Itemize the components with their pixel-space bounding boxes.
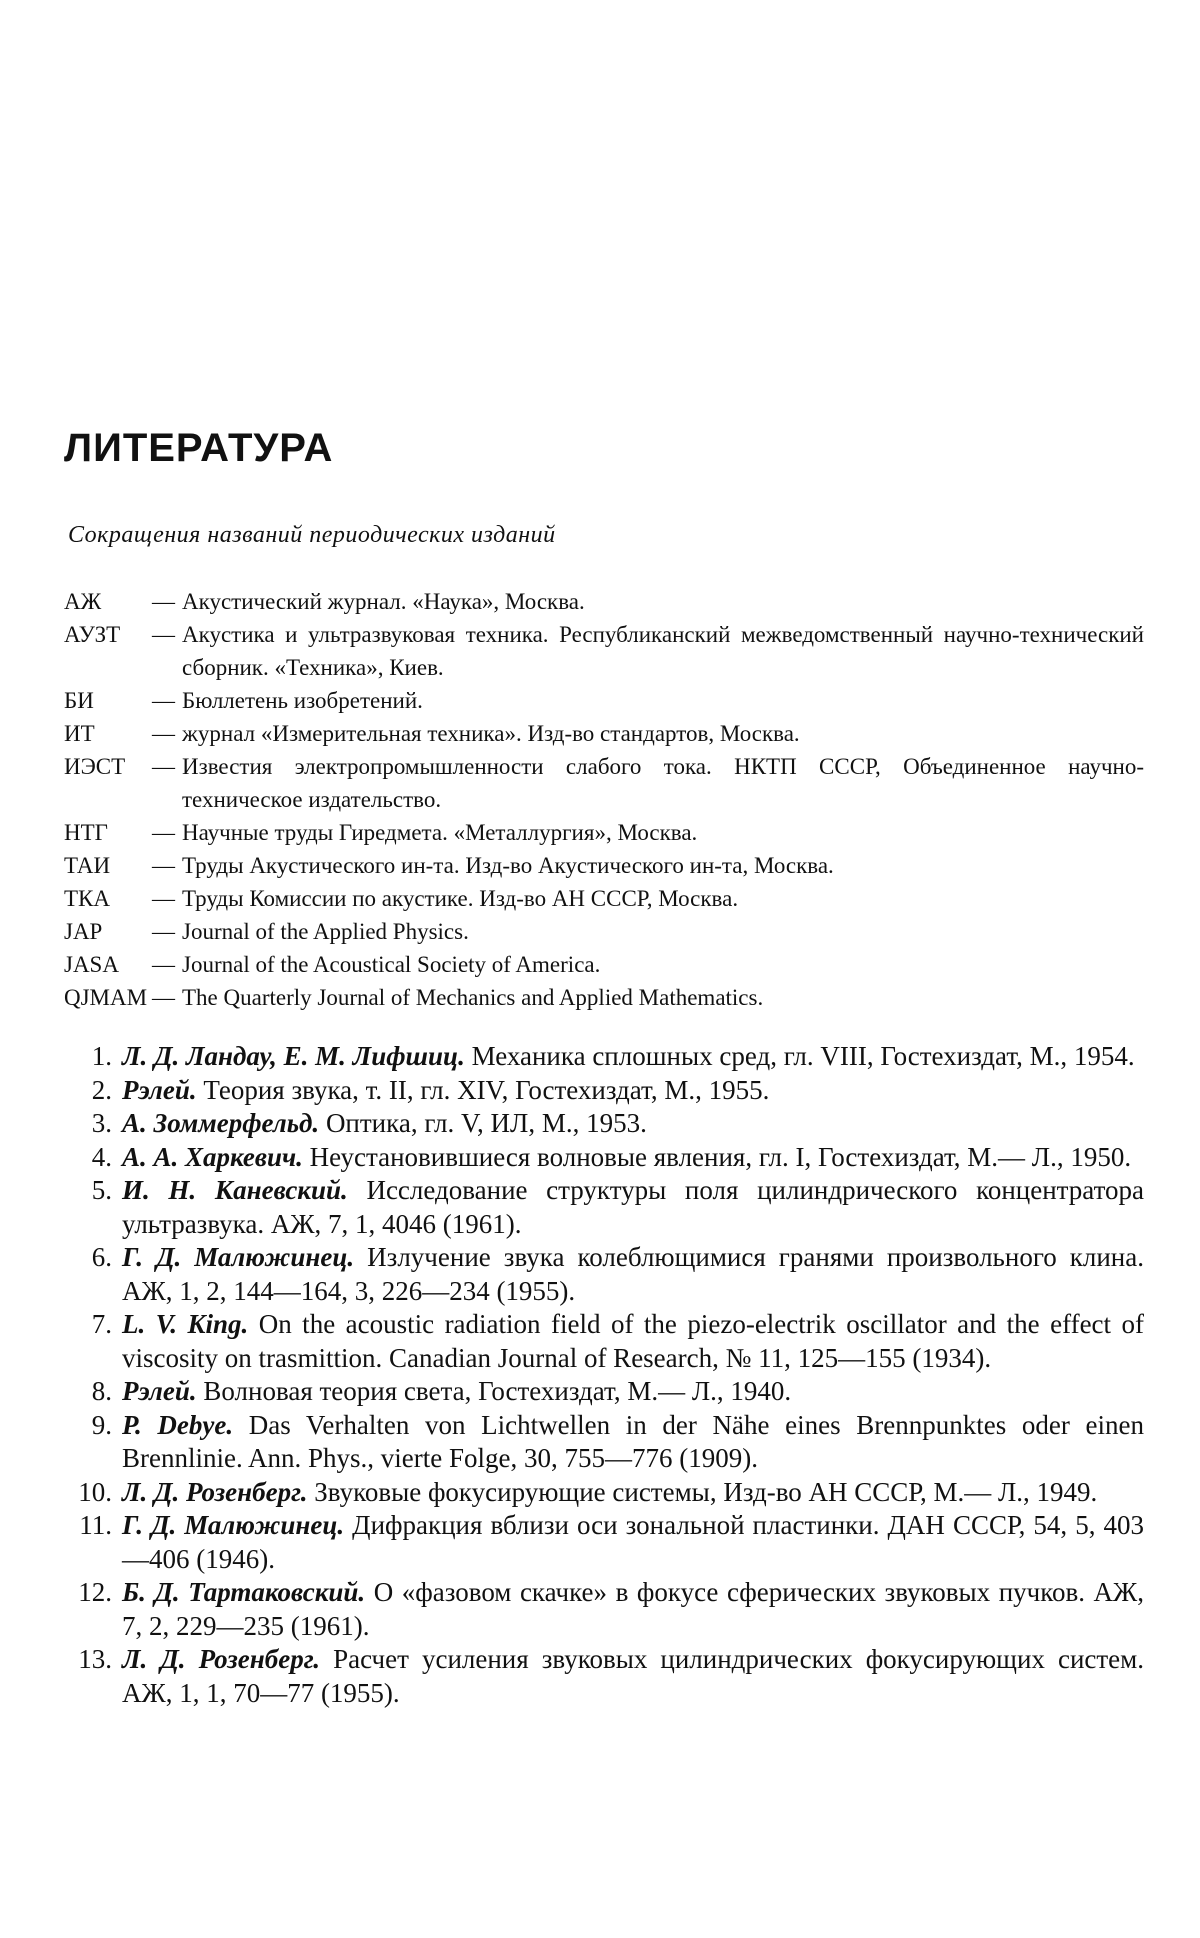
abbreviation-dash: — bbox=[152, 985, 175, 1010]
reference-item bbox=[64, 1476, 1144, 1510]
reference-text: Механика сплошных сред, гл. VIII, Гостехиздат, М., 1954. bbox=[464, 1041, 1135, 1071]
abbreviation-text: Акустический журнал. «Наука», Москва. bbox=[182, 589, 585, 614]
abbreviations-list bbox=[64, 585, 1144, 1014]
reference-text: Теория звука, т. II, гл. XIV, Гостехиздат, М., 1955. bbox=[196, 1074, 770, 1105]
abbreviation-text: Научные труды Гиредмета. «Металлургия», Москва. bbox=[182, 820, 698, 845]
reference-body bbox=[122, 1074, 1144, 1108]
reference-text: Звуковые фокусирующие системы, Изд-во АН СССР, М.— Л., 1949. bbox=[307, 1476, 1098, 1507]
reference-item bbox=[64, 1308, 1144, 1375]
abbreviation-key: БИ bbox=[64, 688, 94, 713]
reference-text: Исследование структуры поля цилиндрического концентратора ультразвука. АЖ, 7, 1, 4046 (1961). bbox=[122, 1175, 1144, 1239]
reference-number: 6. bbox=[91, 1242, 112, 1272]
reference-number: 12. bbox=[78, 1577, 112, 1607]
reference-author: Г. Д. Малюжинец. bbox=[122, 1242, 355, 1272]
reference-body bbox=[122, 1107, 1144, 1141]
reference-body bbox=[122, 1409, 1144, 1476]
reference-author: Рэлей. bbox=[122, 1074, 197, 1105]
reference-text: Излучение звука колеблющимися гранями произвольного клина. АЖ, 1, 2, 144—164, 3, 226—234 (1955). bbox=[122, 1242, 1144, 1306]
reference-body bbox=[122, 1308, 1144, 1375]
reference-text: Волновая теория света, Гостехиздат, М.— Л., 1940. bbox=[196, 1376, 792, 1406]
reference-body bbox=[122, 1241, 1144, 1308]
reference-item bbox=[64, 1141, 1144, 1175]
abbreviation-key: ТАИ bbox=[64, 853, 111, 878]
reference-author: L. V. King. bbox=[122, 1309, 249, 1339]
abbreviation-dash: — bbox=[152, 754, 175, 779]
abbreviation-key: ИЭСТ bbox=[64, 754, 126, 779]
abbreviation-key: JASA bbox=[64, 952, 119, 977]
abbreviation-text: Известия электропромышленности слабого тока. НКТП СССР, Объединенное научно-техническое издательство. bbox=[182, 754, 1144, 812]
reference-author: А. Зоммерфельд. bbox=[122, 1108, 320, 1138]
reference-number: 1. bbox=[91, 1041, 112, 1071]
reference-number: 7. bbox=[91, 1309, 112, 1339]
reference-item bbox=[64, 1509, 1144, 1576]
reference-number: 4. bbox=[91, 1141, 112, 1172]
abbreviation-text: Труды Акустического ин-та. Изд-во Акустического ин-та, Москва. bbox=[182, 853, 834, 878]
abbreviation-row bbox=[64, 618, 1144, 684]
abbreviation-dash: — bbox=[152, 952, 175, 977]
reference-author: Л. Д. Розенберг. bbox=[122, 1644, 321, 1674]
reference-body bbox=[122, 1375, 1144, 1409]
reference-body bbox=[122, 1576, 1144, 1643]
abbreviation-key: ИТ bbox=[64, 721, 95, 746]
reference-author: Рэлей. bbox=[122, 1376, 197, 1406]
reference-author: P. Debye. bbox=[122, 1409, 234, 1440]
references-list bbox=[64, 1040, 1144, 1710]
reference-item bbox=[64, 1375, 1144, 1409]
abbreviation-row bbox=[64, 816, 1144, 849]
abbreviation-key: НТГ bbox=[64, 820, 108, 845]
reference-item bbox=[64, 1174, 1144, 1241]
abbreviation-text: Труды Комиссии по акустике. Изд-во АН СССР, Москва. bbox=[182, 886, 739, 911]
reference-item bbox=[64, 1576, 1144, 1643]
abbreviation-row bbox=[64, 882, 1144, 915]
reference-number: 3. bbox=[91, 1108, 112, 1138]
abbreviation-text: журнал «Измерительная техника». Изд-во стандартов, Москва. bbox=[182, 721, 800, 746]
reference-text: О «фазовом скачке» в фокусе сферических звуковых пучков. АЖ, 7, 2, 229—235 (1961). bbox=[122, 1577, 1144, 1641]
reference-body bbox=[122, 1141, 1144, 1175]
abbreviation-text: Journal of the Acoustical Society of America. bbox=[182, 952, 601, 977]
abbreviation-row bbox=[64, 717, 1144, 750]
reference-text: On the acoustic radiation field of the piezo-electrik oscillator and the effect of viscosity on trasmittion. Canadian Journal of Research, № 11, 125—155 (1934). bbox=[122, 1309, 1144, 1373]
abbreviation-key: QJMAM bbox=[64, 985, 148, 1010]
reference-number: 5. bbox=[91, 1175, 112, 1205]
abbreviation-key: АУЗТ bbox=[64, 622, 121, 647]
reference-number: 8. bbox=[91, 1376, 112, 1406]
reference-number: 13. bbox=[78, 1644, 112, 1674]
abbreviation-text: Journal of the Applied Physics. bbox=[182, 919, 469, 944]
abbreviation-dash: — bbox=[152, 853, 175, 878]
reference-text: Дифракция вблизи оси зональной пластинки. ДАН СССР, 54, 5, 403—406 (1946). bbox=[122, 1510, 1144, 1574]
abbreviation-key: ТКА bbox=[64, 886, 110, 911]
reference-text: Das Verhalten von Lichtwellen in der Nähe eines Brennpunktes oder einen Brennlinie. Ann. Phys., vierte Folge, 30, 755—776 (1909). bbox=[122, 1409, 1145, 1473]
reference-author: Л. Д. Розенберг. bbox=[122, 1476, 308, 1507]
reference-number: 9. bbox=[91, 1409, 112, 1440]
abbreviation-text: Акустика и ультразвуковая техника. Республиканский межведомственный научно-технический сборник. «Техника», Киев. bbox=[182, 622, 1144, 680]
page-title: ЛИТЕРАТУРА bbox=[64, 426, 334, 470]
abbreviation-dash: — bbox=[152, 886, 175, 911]
reference-item bbox=[64, 1241, 1144, 1308]
reference-item bbox=[64, 1074, 1144, 1108]
reference-item bbox=[64, 1107, 1144, 1141]
reference-number: 11. bbox=[79, 1510, 112, 1540]
abbreviation-row bbox=[64, 684, 1144, 717]
abbreviation-row bbox=[64, 981, 1144, 1014]
reference-number: 2. bbox=[91, 1074, 112, 1105]
abbreviation-row bbox=[64, 750, 1144, 816]
reference-author: А. А. Харкевич. bbox=[122, 1141, 303, 1172]
abbreviation-row bbox=[64, 585, 1144, 618]
abbreviation-dash: — bbox=[152, 721, 175, 746]
reference-body bbox=[122, 1174, 1144, 1241]
abbreviation-dash: — bbox=[152, 688, 175, 713]
reference-number: 10. bbox=[78, 1476, 112, 1507]
abbreviation-row bbox=[64, 915, 1144, 948]
reference-author: Б. Д. Тартаковский. bbox=[122, 1577, 366, 1607]
reference-text: Расчет усиления звуковых цилиндрических фокусирующих систем. АЖ, 1, 1, 70—77 (1955). bbox=[122, 1644, 1144, 1708]
abbreviation-dash: — bbox=[152, 589, 175, 614]
abbreviation-text: The Quarterly Journal of Mechanics and Applied Mathematics. bbox=[182, 985, 764, 1010]
reference-body bbox=[122, 1643, 1144, 1710]
abbreviation-row bbox=[64, 948, 1144, 981]
reference-item bbox=[64, 1409, 1144, 1476]
reference-author: И. Н. Каневский. bbox=[122, 1175, 348, 1205]
abbreviation-row bbox=[64, 849, 1144, 882]
reference-body bbox=[122, 1476, 1144, 1510]
abbreviation-key: АЖ bbox=[64, 589, 102, 614]
reference-item bbox=[64, 1040, 1144, 1074]
reference-body bbox=[122, 1509, 1144, 1576]
abbreviations-subheading: Сокращения названий периодических изданий bbox=[68, 522, 556, 548]
abbreviation-dash: — bbox=[152, 820, 175, 845]
abbreviation-key: JAP bbox=[64, 919, 103, 944]
reference-body bbox=[122, 1040, 1144, 1074]
abbreviation-text: Бюллетень изобретений. bbox=[182, 688, 423, 713]
reference-text: Неустановившиеся волновые явления, гл. I, Гостехиздат, М.— Л., 1950. bbox=[302, 1141, 1132, 1172]
abbreviation-dash: — bbox=[152, 919, 175, 944]
reference-author: Г. Д. Малюжинец. bbox=[122, 1510, 345, 1540]
reference-item bbox=[64, 1643, 1144, 1710]
reference-author: Л. Д. Ландау, Е. М. Лифшиц. bbox=[122, 1041, 465, 1071]
reference-text: Оптика, гл. V, ИЛ, М., 1953. bbox=[319, 1108, 647, 1138]
abbreviation-dash: — bbox=[152, 622, 175, 647]
